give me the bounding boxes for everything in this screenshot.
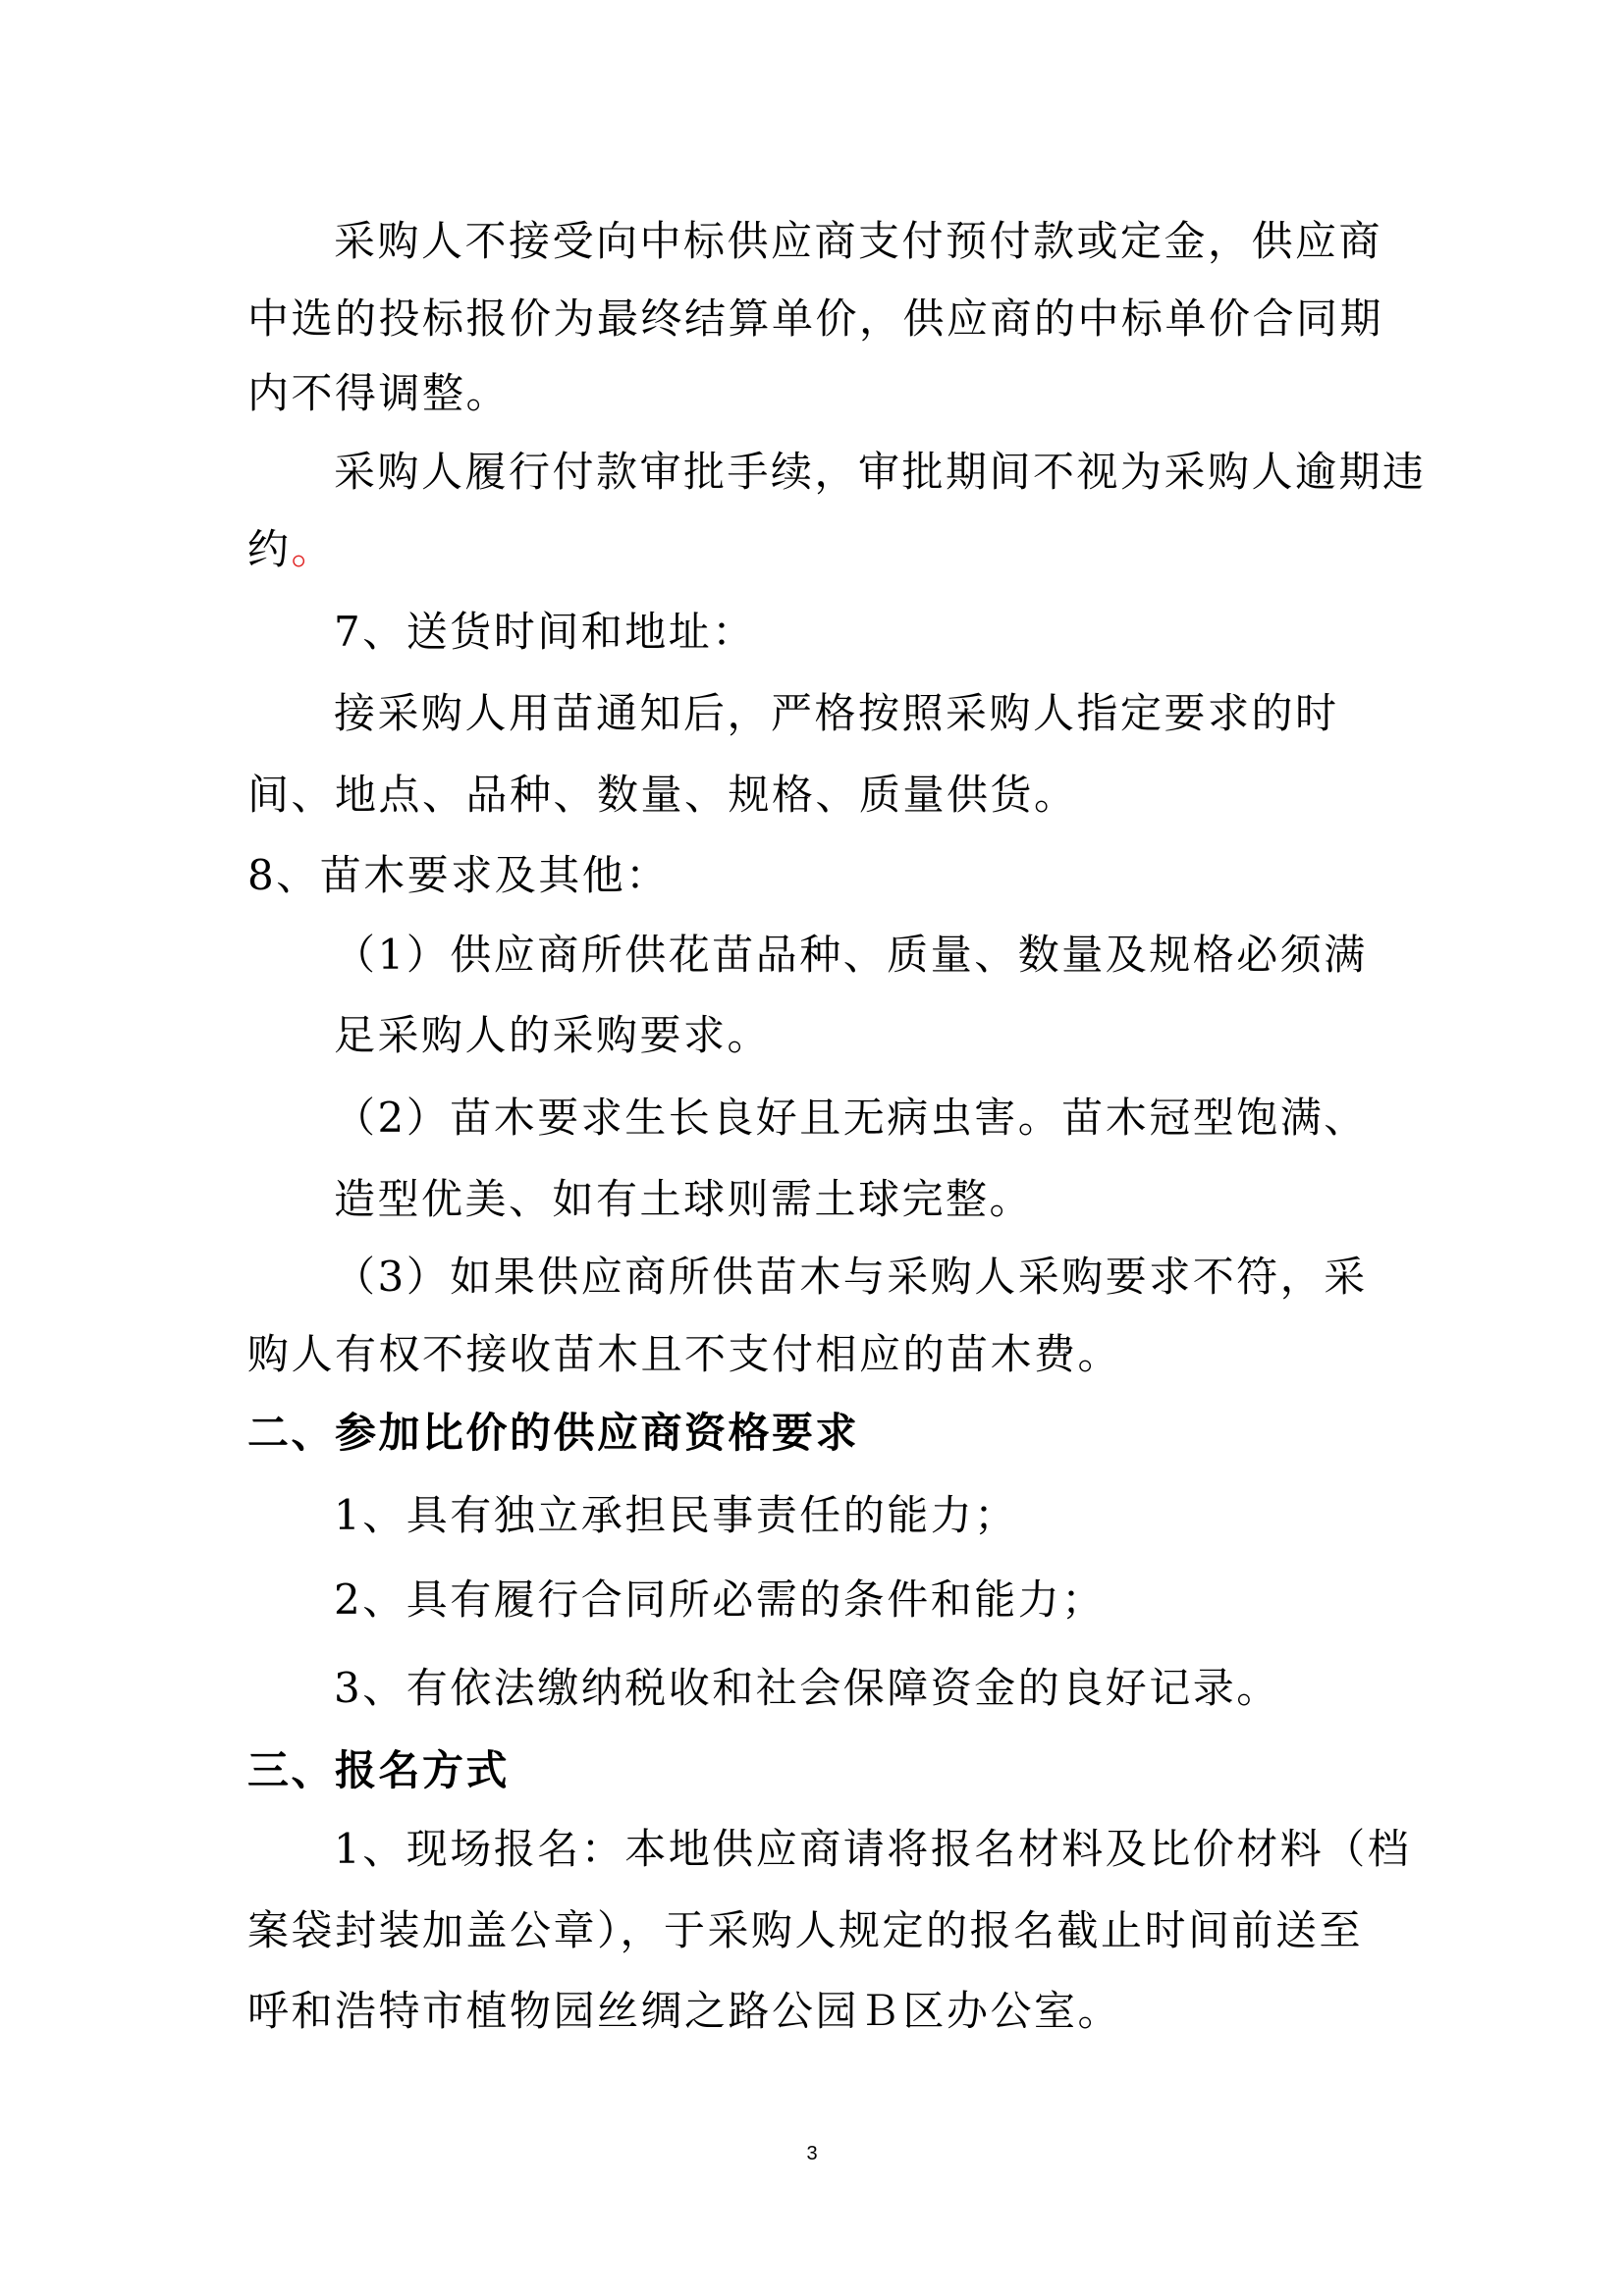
paragraph-line: 案袋封装加盖公章），于采购人规定的报名截止时间前送至 [247, 1906, 1364, 1954]
requirement-item: 2、具有履行合同所必需的条件和能力； [334, 1575, 1106, 1624]
paragraph-line [247, 520, 335, 579]
list-item-continuation: 足采购人的采购要求。 [334, 1011, 772, 1059]
section-3-heading: 三、报名方式 [247, 1746, 511, 1794]
paragraph-line: 呼和浩特市植物园丝绸之路公园Ｂ区办公室。 [247, 1987, 1122, 2035]
paragraph-line: 中选的投标报价为最终结算单价，供应商的中标单价合同期 [247, 294, 1384, 343]
section-8-title: 8、苗木要求及其他： [247, 851, 670, 899]
paragraph-line: 采购人履行付款审批手续，审批期间不视为采购人逾期违 [334, 448, 1427, 496]
red-punctuation: 。 [291, 525, 336, 573]
paragraph-line: 内不得调整。 [247, 369, 511, 417]
page-number: 3 [806, 2143, 818, 2164]
requirement-item: 3、有依法缴纳税收和社会保障资金的良好记录。 [334, 1664, 1280, 1712]
list-item: （1）供应商所供花苗品种、质量、数量及规格必须满 [334, 931, 1368, 979]
list-item-continuation: 购人有权不接收苗木且不支付相应的苗木费。 [247, 1330, 1122, 1378]
list-item: （2）苗木要求生长良好且无病虫害。苗木冠型饱满、 [334, 1094, 1368, 1142]
paragraph-text: 约 [247, 525, 292, 573]
paragraph-line: 1、现场报名：本地供应商请将报名材料及比价材料（档 [334, 1825, 1412, 1873]
paragraph-line: 间、地点、品种、数量、规格、质量供货。 [247, 771, 1078, 819]
list-item: （3）如果供应商所供苗木与采购人采购要求不符，采 [334, 1253, 1368, 1301]
list-item-continuation: 造型优美、如有土球则需土球完整。 [334, 1175, 1034, 1223]
paragraph-line: 采购人不接受向中标供应商支付预付款或定金，供应商 [334, 217, 1383, 265]
paragraph-line: 接采购人用苗通知后，严格按照采购人指定要求的时 [334, 689, 1339, 737]
section-7-title: 7、送货时间和地址： [334, 608, 756, 656]
requirement-item: 1、具有独立承担民事责任的能力； [334, 1491, 1018, 1539]
section-2-heading: 二、参加比价的供应商资格要求 [247, 1409, 860, 1457]
